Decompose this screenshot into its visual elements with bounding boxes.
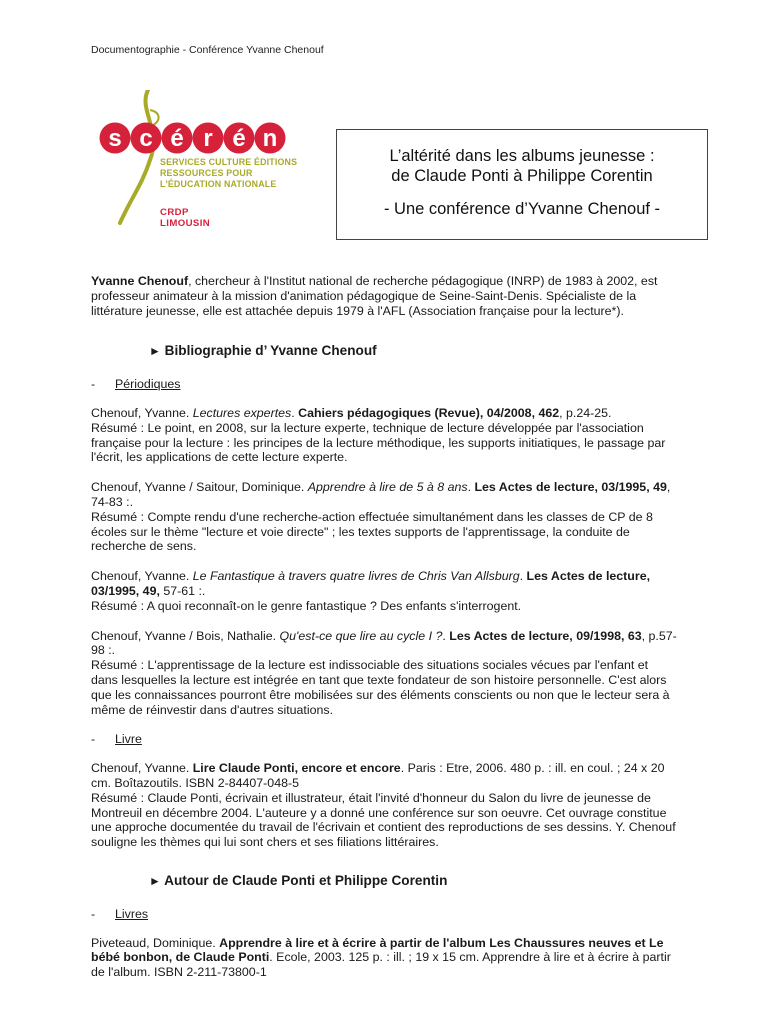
entry-author: Chenouf, Yvanne / Saitour, Dominique. [91,480,308,495]
subheading-label: Livre [115,732,142,747]
intro-name: Yvanne Chenouf [91,274,189,288]
entry-title: Lire Claude Ponti, encore et encore [192,761,401,776]
dash: - [91,377,96,392]
running-header: Documentographie - Conférence Yvanne Chenouf [91,44,324,56]
entry-tail: 57-61 :. [159,583,206,598]
subheading-label: Périodiques [115,377,181,392]
intro-paragraph [91,274,678,318]
svg-text:c: c [139,125,153,152]
entry-summary: Résumé : Claude Ponti, écrivain et illustrateur, était l'invité d'honneur du Salon du livre de jeunesse de Montreuil en décembre 2004. L'auteure y a donné une conférence sur son oeuvre. Cet ouvrage constitue une approche documentée du travail de l'écrivain et contient des reproductions de ses dessins. Y. Chenouf souligne les thèmes qui lui sont chers et ses filiations littéraires. [91,790,676,850]
section-heading-bibliographie [149,344,678,359]
subheading-livres [91,907,678,922]
entry-sep: . [442,628,450,643]
title-line-1: L’altérité dans les albums jeunesse : [389,147,655,165]
entry-tail: , 74-83 :. [91,480,671,509]
svg-text:é: é [232,125,246,152]
entry-title: Qu'est-ce que lire au cycle I ? [279,628,443,643]
triangle-icon: ► [149,873,161,888]
entry-source: Cahiers pédagogiques (Revue), 04/2008, 462 [298,405,560,420]
dash: - [91,906,96,921]
bibliography-entry [91,936,678,980]
logo-crdp [160,207,210,229]
section-title: Bibliographie d’ Yvanne Chenouf [164,343,377,359]
sceren-logo [90,90,310,229]
entry-tail: , p.57-98 :. [91,628,677,658]
entry-citation [91,569,678,599]
section-heading-autour [149,874,678,889]
entry-author: Chenouf, Yvanne / Bois, Nathalie. [91,628,280,643]
entry-source: Les Actes de lecture, 03/1995, 49, [91,569,651,598]
entry-citation [91,629,678,659]
logo-tagline-line: L'ÉDUCATION NATIONALE [160,179,277,190]
logo-tagline-line: RESSOURCES POUR [160,168,253,179]
triangle-icon: ► [149,344,161,359]
logo-tagline [160,157,297,190]
entry-title: Apprendre à lire de 5 à 8 ans [307,480,468,495]
title-box [336,129,708,240]
entry-title: Apprendre à lire et à écrire à partir de l'album Les Chaussures neuves et Le bébé bonbon, de Claude Ponti [91,935,664,965]
entry-sep: . [467,480,475,495]
subheading-periodiques [91,377,678,392]
entry-sep: . [291,405,299,420]
entry-title: Le Fantastique à travers quatre livres de Chris Van Allsburg [192,569,520,584]
entry-tail: . Ecole, 2003. 125 p. : ill. ; 19 x 15 cm. Apprendre à lire et à écrire à partir de l'album. ISBN 2-211-73800-1 [91,950,671,980]
svg-text:r: r [203,125,213,152]
entry-tail: , p.24-25. [559,405,612,420]
section-title: Autour de Claude Ponti et Philippe Corentin [164,872,448,888]
entry-summary: Résumé : Le point, en 2008, sur la lecture experte, technique de lecture développée par l'association française pour la lecture : les principes de la lecture méthodique, les supports initiatiques, le passage par l'écrit, les applications de cette lecture experte. [91,420,666,465]
bibliography-entry [91,406,678,465]
logo-crdp-line: LIMOUSIN [160,218,211,229]
entry-author: Chenouf, Yvanne. [91,405,193,420]
dash: - [91,732,96,747]
entry-sep: . [519,569,527,584]
document-body [91,274,678,995]
logo-tagline-line: SERVICES CULTURE ÉDITIONS [160,157,298,168]
entry-summary: Résumé : A quoi reconnaît-on le genre fantastique ? Des enfants s'interrogent. [91,598,522,613]
entry-summary: Résumé : Compte rendu d'une recherche-action effectuée simultanément dans les classes de CP de 8 écoles sur le thème "lecture et voie directe" ; les textes supports de l'apprentissage, la conduite de recherche de sens. [91,509,653,554]
title-subtitle: - Une conférence d’Yvanne Chenouf - [383,200,661,218]
bibliography-entry [91,569,678,613]
entry-citation [91,406,678,421]
subheading-label: Livres [115,906,149,921]
entry-summary: Résumé : L'apprentissage de la lecture est indissociable des situations sociales vécues par l'enfant et dans lesquelles la lecture est intégrée en tant que texte fondateur de son histoire personnelle. C'est alors que les connaissances pourront être mobilisées sur des éléments conscients ou non que le lecteur sera à même de réinvestir dans d'autres situations. [91,658,670,717]
entry-author: Piveteaud, Dominique. [91,935,220,950]
entry-author: Chenouf, Yvanne. [91,569,193,584]
bibliography-entry [91,480,678,554]
entry-tail: . Paris : Etre, 2006. 480 p. : ill. en coul. ; 24 x 20 cm. Boîtazoutils. ISBN 2-84407-048-5 [91,761,665,790]
svg-text:n: n [262,125,278,152]
bibliography-entry [91,629,678,718]
entry-source: Les Actes de lecture, 03/1995, 49 [474,480,667,495]
svg-text:é: é [170,125,184,152]
bibliography-entry [91,761,678,850]
entry-source: Les Actes de lecture, 09/1998, 63 [449,628,642,643]
title-line-2: de Claude Ponti à Philippe Corentin [391,167,653,185]
intro-text: , chercheur à l'Institut national de recherche pédagogique (INRP) de 1983 à 2002, est professeur animateur à la mission d'animation pédagogique de Seine-Saint-Denis. Spécialiste de la littérature jeunesse, elle est attachée depuis 1979 à l'AFL (Association française pour la lecture*). [91,274,658,318]
svg-text:s: s [108,125,122,152]
entry-citation [91,761,678,791]
entry-author: Chenouf, Yvanne. [91,761,193,776]
entry-title: Lectures expertes [192,405,292,420]
logo-crdp-line: CRDP [160,207,189,218]
subheading-livre [91,732,678,747]
entry-citation [91,936,678,980]
entry-citation [91,480,678,510]
